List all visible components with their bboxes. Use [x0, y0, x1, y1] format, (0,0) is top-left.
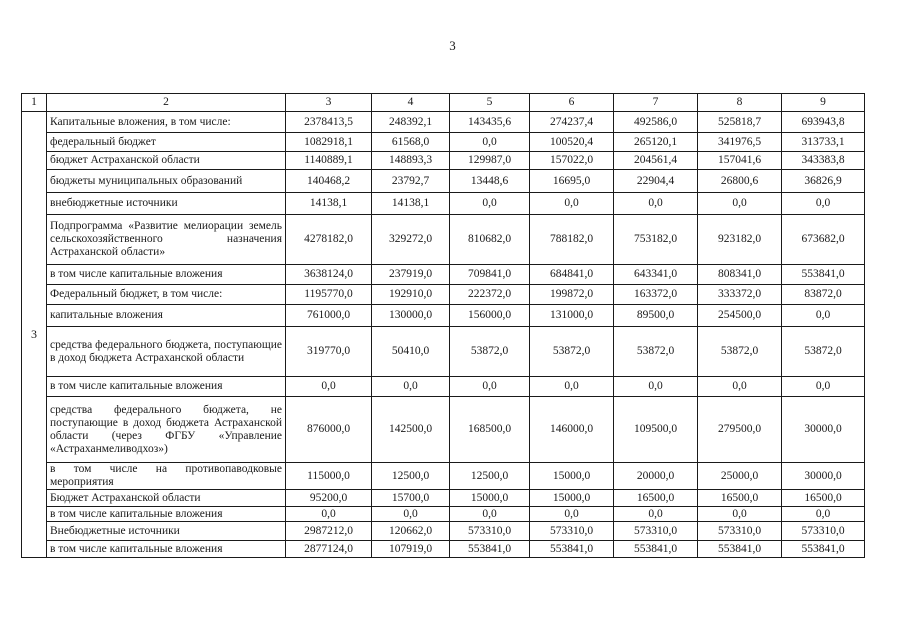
value-cell: 810682,0 — [450, 215, 530, 265]
row-label: средства федерального бюджета, поступающие в доход бюджета Астраханской области — [47, 327, 286, 377]
row-label: в том числе капитальные вложения — [47, 541, 286, 558]
value-cell: 2987212,0 — [286, 522, 372, 541]
table-row — [22, 490, 865, 507]
value-cell: 313733,1 — [782, 133, 865, 152]
value-cell: 53872,0 — [614, 327, 698, 377]
value-cell: 0,0 — [782, 193, 865, 215]
value-cell: 573310,0 — [530, 522, 614, 541]
row-label: Капитальные вложения, в том числе: — [47, 112, 286, 133]
value-cell: 761000,0 — [286, 305, 372, 327]
value-cell: 156000,0 — [450, 305, 530, 327]
value-cell: 120662,0 — [372, 522, 450, 541]
value-cell: 16500,0 — [698, 490, 782, 507]
row-label: федеральный бюджет — [47, 133, 286, 152]
value-cell: 148893,3 — [372, 152, 450, 170]
table-row — [22, 285, 865, 305]
value-cell: 22904,4 — [614, 170, 698, 193]
table-row — [22, 133, 865, 152]
value-cell: 163372,0 — [614, 285, 698, 305]
column-header: 5 — [450, 94, 530, 112]
value-cell: 15000,0 — [530, 490, 614, 507]
value-cell: 36826,9 — [782, 170, 865, 193]
value-cell: 573310,0 — [698, 522, 782, 541]
value-cell: 254500,0 — [698, 305, 782, 327]
value-cell: 0,0 — [614, 193, 698, 215]
column-header: 3 — [286, 94, 372, 112]
value-cell: 709841,0 — [450, 265, 530, 285]
value-cell: 89500,0 — [614, 305, 698, 327]
value-cell: 53872,0 — [450, 327, 530, 377]
table-row — [22, 397, 865, 463]
value-cell: 525818,7 — [698, 112, 782, 133]
value-cell: 876000,0 — [286, 397, 372, 463]
value-cell: 643341,0 — [614, 265, 698, 285]
value-cell: 0,0 — [450, 133, 530, 152]
column-header: 4 — [372, 94, 450, 112]
table-row — [22, 152, 865, 170]
value-cell: 553841,0 — [614, 541, 698, 558]
value-cell: 693943,8 — [782, 112, 865, 133]
budget-table — [21, 93, 865, 558]
value-cell: 343383,8 — [782, 152, 865, 170]
value-cell: 0,0 — [698, 377, 782, 397]
value-cell: 0,0 — [614, 377, 698, 397]
value-cell: 1082918,1 — [286, 133, 372, 152]
value-cell: 553841,0 — [530, 541, 614, 558]
value-cell: 0,0 — [698, 193, 782, 215]
value-cell: 95200,0 — [286, 490, 372, 507]
value-cell: 25000,0 — [698, 463, 782, 490]
value-cell: 553841,0 — [782, 541, 865, 558]
value-cell: 115000,0 — [286, 463, 372, 490]
value-cell: 0,0 — [698, 507, 782, 522]
row-label: Внебюджетные источники — [47, 522, 286, 541]
row-label: в том числе капитальные вложения — [47, 265, 286, 285]
value-cell: 13448,6 — [450, 170, 530, 193]
table-row — [22, 265, 865, 285]
value-cell: 204561,4 — [614, 152, 698, 170]
value-cell: 107919,0 — [372, 541, 450, 558]
value-cell: 788182,0 — [530, 215, 614, 265]
value-cell: 0,0 — [614, 507, 698, 522]
value-cell: 0,0 — [782, 507, 865, 522]
value-cell: 15000,0 — [450, 490, 530, 507]
value-cell: 753182,0 — [614, 215, 698, 265]
value-cell: 2877124,0 — [286, 541, 372, 558]
value-cell: 0,0 — [286, 377, 372, 397]
row-label: в том числе капитальные вложения — [47, 377, 286, 397]
value-cell: 4278182,0 — [286, 215, 372, 265]
value-cell: 131000,0 — [530, 305, 614, 327]
value-cell: 0,0 — [450, 377, 530, 397]
value-cell: 248392,1 — [372, 112, 450, 133]
value-cell: 0,0 — [782, 305, 865, 327]
value-cell: 14138,1 — [286, 193, 372, 215]
value-cell: 0,0 — [530, 193, 614, 215]
column-header: 8 — [698, 94, 782, 112]
value-cell: 329272,0 — [372, 215, 450, 265]
value-cell: 341976,5 — [698, 133, 782, 152]
value-cell: 0,0 — [450, 507, 530, 522]
value-cell: 0,0 — [450, 193, 530, 215]
value-cell: 23792,7 — [372, 170, 450, 193]
table-row — [22, 507, 865, 522]
table-row — [22, 327, 865, 377]
value-cell: 333372,0 — [698, 285, 782, 305]
row-label: внебюджетные источники — [47, 193, 286, 215]
value-cell: 808341,0 — [698, 265, 782, 285]
value-cell: 109500,0 — [614, 397, 698, 463]
value-cell: 15700,0 — [372, 490, 450, 507]
value-cell: 1195770,0 — [286, 285, 372, 305]
value-cell: 61568,0 — [372, 133, 450, 152]
value-cell: 30000,0 — [782, 397, 865, 463]
page-number: 3 — [449, 38, 456, 53]
value-cell: 923182,0 — [698, 215, 782, 265]
value-cell: 553841,0 — [450, 541, 530, 558]
value-cell: 279500,0 — [698, 397, 782, 463]
row-label: бюджет Астраханской области — [47, 152, 286, 170]
value-cell: 14138,1 — [372, 193, 450, 215]
table-row — [22, 377, 865, 397]
row-label: в том числе капитальные вложения — [47, 507, 286, 522]
value-cell: 12500,0 — [372, 463, 450, 490]
row-label: капитальные вложения — [47, 305, 286, 327]
value-cell: 573310,0 — [450, 522, 530, 541]
value-cell: 573310,0 — [782, 522, 865, 541]
value-cell: 30000,0 — [782, 463, 865, 490]
value-cell: 684841,0 — [530, 265, 614, 285]
header-row — [22, 94, 865, 112]
value-cell: 0,0 — [286, 507, 372, 522]
value-cell: 142500,0 — [372, 397, 450, 463]
row-label: средства федерального бюджета, не поступающие в доход бюджета Астраханской области (через ФГБУ «Управление «Астраханмеливодхоз») — [47, 397, 286, 463]
table-row — [22, 522, 865, 541]
value-cell: 12500,0 — [450, 463, 530, 490]
value-cell: 265120,1 — [614, 133, 698, 152]
value-cell: 237919,0 — [372, 265, 450, 285]
table-row — [22, 215, 865, 265]
row-label: Бюджет Астраханской области — [47, 490, 286, 507]
value-cell: 222372,0 — [450, 285, 530, 305]
value-cell: 26800,6 — [698, 170, 782, 193]
value-cell: 140468,2 — [286, 170, 372, 193]
column-header: 1 — [22, 94, 47, 112]
column-header: 6 — [530, 94, 614, 112]
row-label: бюджеты муниципальных образований — [47, 170, 286, 193]
value-cell: 3638124,0 — [286, 265, 372, 285]
value-cell: 53872,0 — [530, 327, 614, 377]
value-cell: 673682,0 — [782, 215, 865, 265]
value-cell: 0,0 — [530, 377, 614, 397]
value-cell: 573310,0 — [614, 522, 698, 541]
value-cell: 20000,0 — [614, 463, 698, 490]
table-row — [22, 112, 865, 133]
row-label: в том числе на противопаводковые мероприятия — [47, 463, 286, 490]
table-row — [22, 541, 865, 558]
value-cell: 199872,0 — [530, 285, 614, 305]
value-cell: 130000,0 — [372, 305, 450, 327]
value-cell: 83872,0 — [782, 285, 865, 305]
row-label: Подпрограмма «Развитие мелиорации земель сельскохозяйственного назначения Астраханской области» — [47, 215, 286, 265]
column-header: 9 — [782, 94, 865, 112]
table-row — [22, 305, 865, 327]
table-row — [22, 170, 865, 193]
value-cell: 16695,0 — [530, 170, 614, 193]
value-cell: 0,0 — [782, 377, 865, 397]
value-cell: 157041,6 — [698, 152, 782, 170]
value-cell: 168500,0 — [450, 397, 530, 463]
value-cell: 16500,0 — [782, 490, 865, 507]
value-cell: 157022,0 — [530, 152, 614, 170]
value-cell: 553841,0 — [782, 265, 865, 285]
value-cell: 2378413,5 — [286, 112, 372, 133]
value-cell: 553841,0 — [698, 541, 782, 558]
value-cell: 50410,0 — [372, 327, 450, 377]
column-header: 7 — [614, 94, 698, 112]
value-cell: 143435,6 — [450, 112, 530, 133]
row-group-number: 3 — [22, 112, 47, 558]
value-cell: 129987,0 — [450, 152, 530, 170]
value-cell: 53872,0 — [698, 327, 782, 377]
value-cell: 0,0 — [530, 507, 614, 522]
value-cell: 492586,0 — [614, 112, 698, 133]
column-header: 2 — [47, 94, 286, 112]
row-label: Федеральный бюджет, в том числе: — [47, 285, 286, 305]
value-cell: 53872,0 — [782, 327, 865, 377]
value-cell: 0,0 — [372, 377, 450, 397]
value-cell: 319770,0 — [286, 327, 372, 377]
value-cell: 274237,4 — [530, 112, 614, 133]
value-cell: 100520,4 — [530, 133, 614, 152]
value-cell: 15000,0 — [530, 463, 614, 490]
value-cell: 146000,0 — [530, 397, 614, 463]
value-cell: 16500,0 — [614, 490, 698, 507]
value-cell: 1140889,1 — [286, 152, 372, 170]
table-row — [22, 463, 865, 490]
table-row — [22, 193, 865, 215]
value-cell: 192910,0 — [372, 285, 450, 305]
value-cell: 0,0 — [372, 507, 450, 522]
